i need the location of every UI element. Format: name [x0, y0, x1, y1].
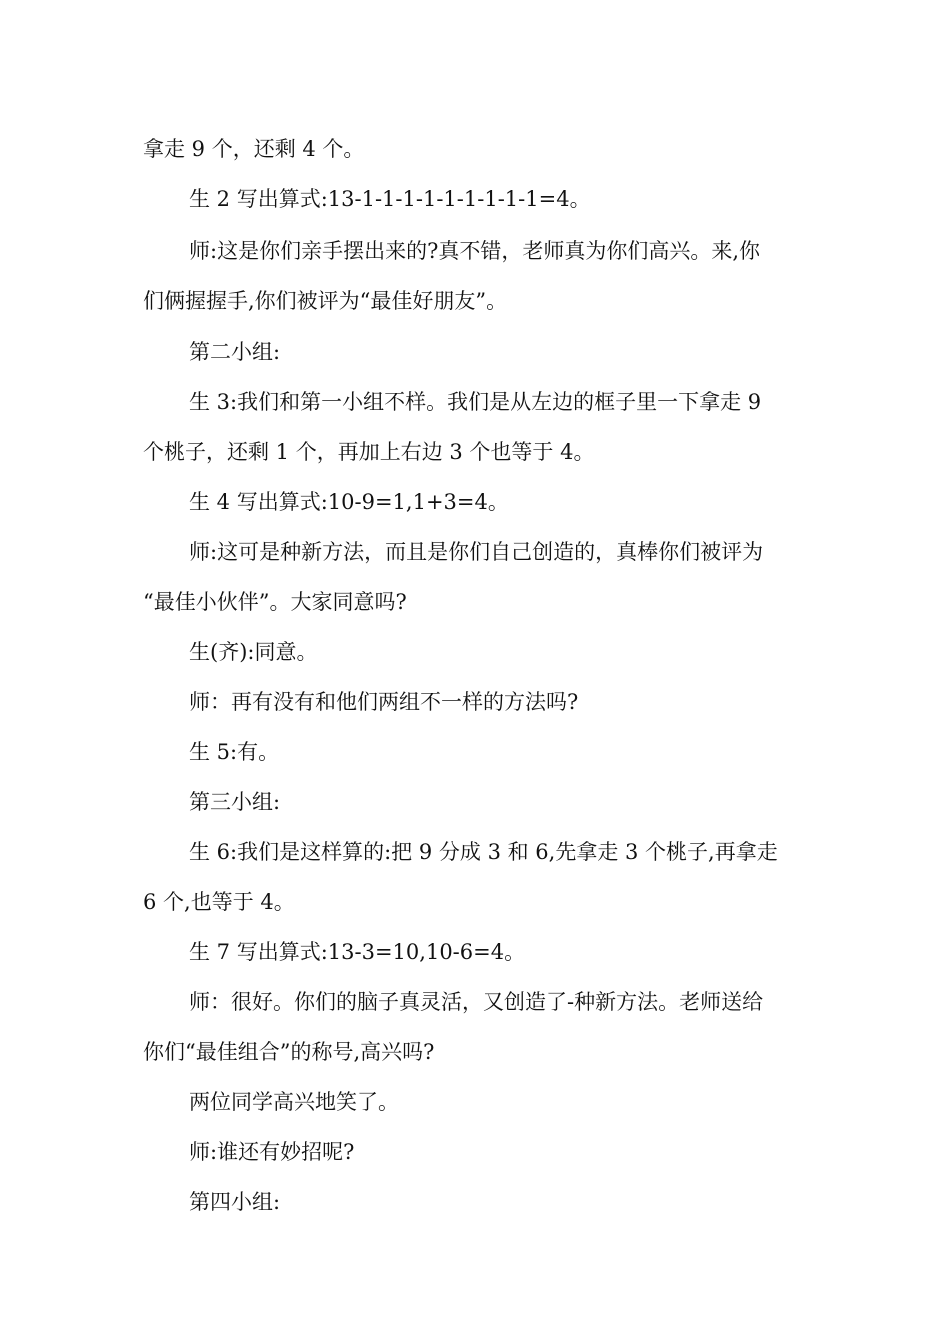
paragraph: 师：再有没有和他们两组不一样的方法吗?	[189, 690, 579, 714]
section-heading: 第四小组:	[189, 1190, 281, 1214]
paragraph: 师:谁还有妙招呢?	[189, 1140, 355, 1164]
paragraph: 师：很好。你们的脑子真灵活，又创造了-种新方法。老师送给	[189, 990, 764, 1014]
paragraph: 生 6:我们是这样算的:把 9 分成 3 和 6,先拿走 3 个桃子,再拿走	[189, 840, 778, 864]
paragraph: 生 5:有。	[189, 740, 280, 764]
paragraph: 师:这是你们亲手摆出来的?真不错，老师真为你们高兴。来,你	[189, 239, 761, 263]
paragraph-continuation: 们俩握握手,你们被评为“最佳好朋友”。	[143, 289, 508, 313]
paragraph-continuation: 个桃子，还剩 1 个，再加上右边 3 个也等于 4。	[143, 440, 595, 464]
paragraph-continuation: 你们“最佳组合”的称号,高兴吗?	[143, 1040, 435, 1064]
paragraph-continuation: 拿走 9 个，还剩 4 个。	[143, 137, 365, 161]
paragraph: 生(齐):同意。	[189, 640, 318, 664]
paragraph: 生 3:我们和第一小组不样。我们是从左边的框子里一下拿走 9	[189, 390, 762, 414]
paragraph: 生 2 写出算式:13-1-1-1-1-1-1-1-1-1=4。	[189, 187, 591, 211]
paragraph-continuation: 6 个,也等于 4。	[143, 890, 295, 914]
paragraph: 生 7 写出算式:13-3=10,10-6=4。	[189, 940, 526, 964]
section-heading: 第三小组:	[189, 790, 281, 814]
section-heading: 第二小组:	[189, 340, 281, 364]
paragraph: 两位同学高兴地笑了。	[189, 1090, 399, 1114]
paragraph: 师:这可是种新方法，而且是你们自己创造的，真棒你们被评为	[189, 540, 764, 564]
paragraph-continuation: “最佳小伙伴”。大家同意吗?	[143, 590, 407, 614]
paragraph: 生 4 写出算式:10-9=1,1+3=4。	[189, 490, 509, 514]
